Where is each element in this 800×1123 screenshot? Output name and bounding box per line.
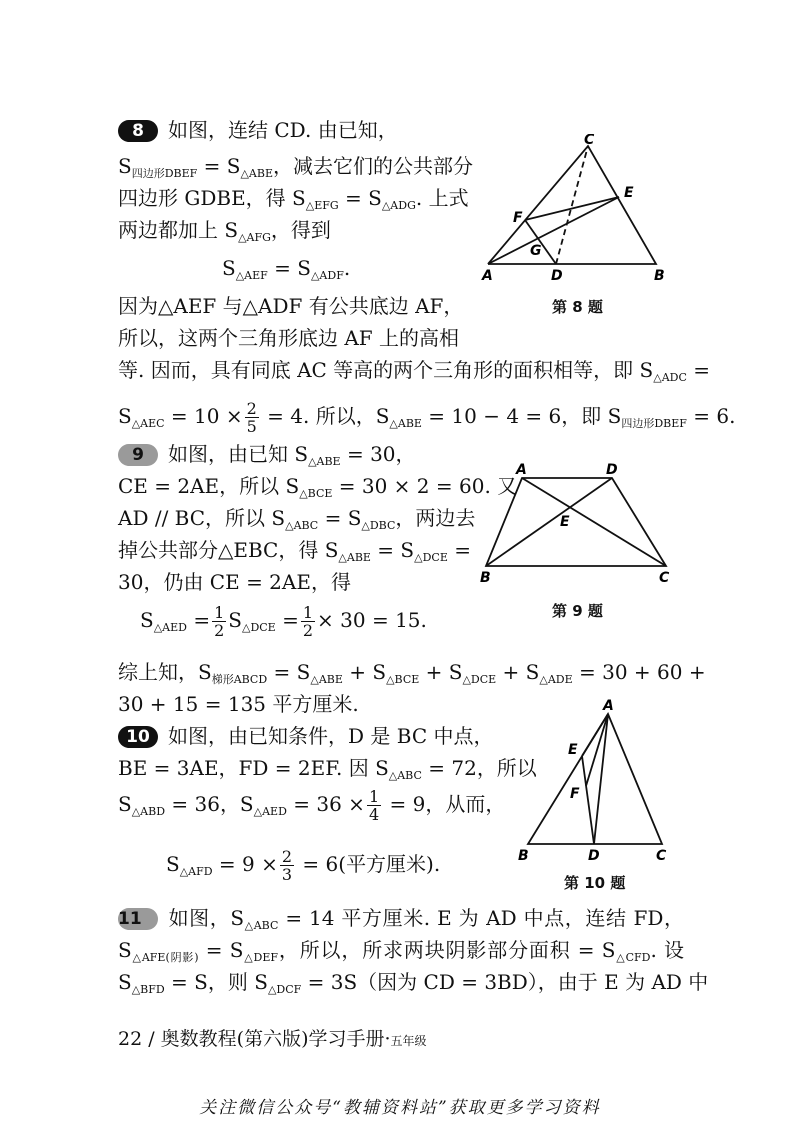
label-A: A — [516, 462, 527, 478]
p11-badge: 11 — [118, 908, 158, 930]
p9-badge: 9 — [118, 444, 158, 466]
p9-equation: $S_{\triangle AED}$ = $\frac{1}{2}$ $S_{\triangle DCE}$ = $\frac{1}{2}$ × 30 = 15. — [140, 603, 427, 640]
label-B: B — [480, 570, 491, 586]
grade-label: 五年级 — [390, 1034, 427, 1048]
p11-line3: $S_{\triangle BFD} = S$，则 $S_{\triangle DCF} = 3S$（因为 CD = 3BD），由于 E 为 AD 中 — [118, 970, 709, 996]
p10-line1: 10 如图，由已知条件，D 是 BC 中点， — [118, 724, 493, 748]
page-footer — [118, 1024, 427, 1051]
label-D: D — [606, 462, 618, 478]
p10-line3: $S_{\triangle ABD} = 36$，$S_{\triangle AED} = 36$ × $\frac{1}{4}$ = 9，从而， — [118, 787, 506, 824]
p8-line2: $S_{四边形DBEF} = S_{\triangle ABE}$，减去它们的公共部分 — [118, 154, 473, 180]
book-title: 奥数教程(第六版)学习手册· — [160, 1028, 391, 1050]
p8-equation: $S_{\triangle AEF} = S_{\triangle ADF}$. — [222, 256, 351, 282]
fraction: $\frac{1}{2}$ — [214, 603, 225, 640]
p8-line1: 8 如图，连结 CD. 由已知， — [118, 118, 398, 142]
p11-line1: 11 如图，$S_{\triangle ABC} = 14$ 平方厘米. E 为 AD 中点，连结 FD， — [118, 906, 685, 932]
summary-line1: 综上知，$S_{梯形ABCD} = S_{\triangle ABE} + S_{\triangle BCE} + S_{\triangle DCE} + S_{\triangle ADE} = 30 + 60$ + — [118, 660, 706, 686]
label-D: D — [551, 268, 563, 284]
fraction: $\frac{2}{3}$ — [281, 847, 293, 884]
p8-figure — [478, 134, 688, 284]
p9-line3: AD // BC，所以 $S_{\triangle ABC} = S_{\triangle DBC}$，两边去 — [118, 506, 476, 532]
p8-line8: 等. 因而，具有同底 AC 等高的两个三角形的面积相等，即 $S_{\triangle ADC}$ = — [118, 358, 710, 384]
p10-figure — [514, 698, 680, 864]
p9-line2: CE = 2AE，所以 $S_{\triangle BCE} = 30 \times 2 = 60$. 又 — [118, 474, 518, 500]
p8-line9: $S_{\triangle AEC} = 10$ × $\frac{2}{5}$ = 4. 所以，$S_{\triangle ABE} = 10 - 4 = 6$，即 $S_{四边形DBEF} = 6$. — [118, 399, 736, 436]
p9-line4: 掉公共部分△EBC，得 $S_{\triangle ABE} = S_{\triangle DCE}$ = — [118, 538, 471, 564]
label-B: B — [654, 268, 665, 284]
label-A: A — [603, 698, 614, 714]
p10-caption: 第 10 题 — [564, 874, 626, 892]
fraction: $\frac{1}{4}$ — [368, 787, 380, 824]
p10-badge: 10 — [118, 726, 158, 748]
p8-caption: 第 8 题 — [552, 298, 603, 316]
label-A: A — [482, 268, 493, 284]
p9-line1: 9 如图，由已知 $S_{\triangle ABE} = 30$， — [118, 442, 416, 474]
p9-figure — [476, 462, 686, 586]
label-E: E — [560, 514, 570, 530]
p8-badge: 8 — [118, 120, 158, 142]
label-C: C — [656, 848, 667, 864]
p9-caption: 第 9 题 — [552, 602, 603, 620]
summary-line2: 30 + 15 = 135 平方厘米. — [118, 692, 359, 716]
label-E: E — [624, 185, 634, 201]
label-F: F — [570, 786, 580, 802]
label-E: E — [568, 742, 578, 758]
p9-line5: 30，仍由 CE = 2AE，得 — [118, 570, 351, 594]
p10-equation: $S_{\triangle AFD} = 9$ × $\frac{2}{3}$ = 6(平方厘米). — [166, 847, 441, 884]
fraction: $\frac{1}{2}$ — [302, 603, 314, 640]
label-C: C — [659, 570, 670, 586]
p8-line3: 四边形 GDBE，得 $S_{\triangle EFG} = S_{\triangle ADG}$. 上式 — [118, 186, 469, 212]
p8-line6: 因为△AEF 与△ADF 有公共底边 AF， — [118, 294, 464, 318]
fraction: $\frac{2}{5}$ — [246, 399, 257, 436]
page-number: 22 / — [118, 1028, 161, 1050]
p8-line4: 两边都加上 $S_{\triangle AFG}$，得到 — [118, 218, 331, 244]
p11-line2: $S_{\triangle AFE(阴影)} = S_{\triangle DEF}$，所以，所求两块阴影部分面积 = $S_{\triangle CFD}$. 设 — [118, 938, 685, 964]
p8-line7: 所以，这两个三角形底边 AF 上的高相 — [118, 326, 460, 350]
label-B: B — [518, 848, 529, 864]
p10-line2: BE = 3AE，FD = 2EF. 因 $S_{\triangle ABC} = 72$，所以 — [118, 756, 537, 782]
label-C: C — [584, 134, 595, 148]
label-F: F — [513, 210, 523, 226]
wechat-notice: 关注微信公众号“教辅资料站”获取更多学习资料 — [199, 1098, 601, 1118]
label-G: G — [530, 243, 542, 259]
label-D: D — [588, 848, 600, 864]
